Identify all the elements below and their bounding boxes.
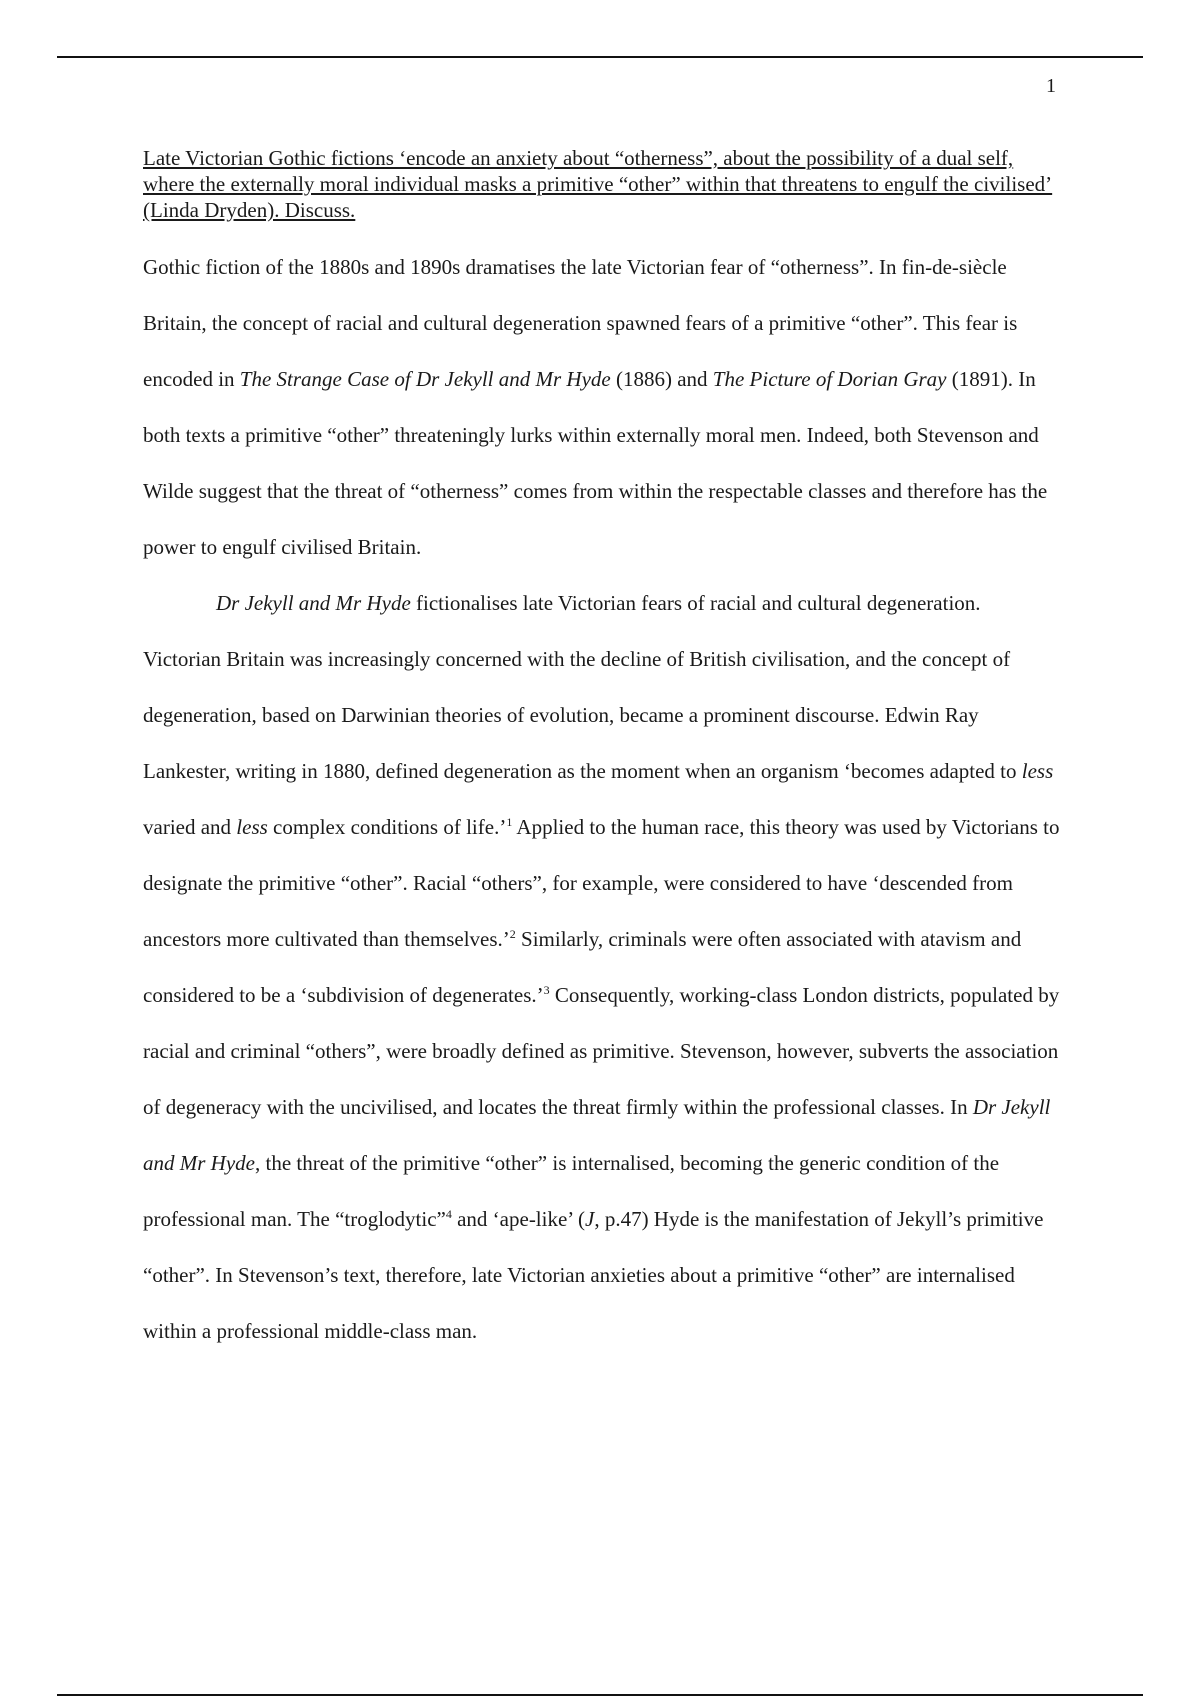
text-run: Gothic fiction of the 1880s and 1890s dramatises the late Victorian fear of “otherness”. In fin-de-siècle Britain, the concept of racial and cultural degeneration spawned fears of a primitive “other”. This fear is encoded in: [143, 255, 1018, 391]
emphasis: less: [1021, 759, 1054, 783]
book-title: The Picture of Dorian Gray: [712, 367, 947, 391]
text-run: varied and: [143, 815, 237, 839]
page-number: 1: [1046, 75, 1056, 97]
text-run: fictionalises late Victorian fears of racial and cultural degeneration. Victorian Britain was increasingly concerned with the decline of British civilisation, and the concept of degeneration, based on Darwinian theories of evolution, became a prominent discourse. Edwin Ray Lankester, writing in 1880, defined degeneration as the moment when an organism ‘becomes adapted to: [143, 591, 1022, 783]
text-run: Applied to the human race, this theory was used by Victorians to designate the primitive “other”. Racial “others”, for example, were considered to have ‘descended from ancestors more cultivated than themselves.’: [143, 815, 1060, 951]
emphasis: J: [584, 1207, 595, 1231]
footnote-ref-1: 1: [506, 815, 513, 829]
emphasis: less: [236, 815, 268, 839]
footnote-ref-4: 4: [445, 1207, 452, 1221]
book-title: The Strange Case of Dr Jekyll and Mr Hyde: [239, 367, 611, 391]
text-run: , p.47) Hyde is the manifestation of Jekyll’s primitive “other”. In Stevenson’s text, therefore, late Victorian anxieties about a primitive “other” are internalised within a professional middle-class man.: [143, 1207, 1044, 1343]
book-title: Dr Jekyll and Mr Hyde: [143, 1095, 1051, 1175]
text-run: complex conditions of life.’: [267, 815, 507, 839]
footnote-ref-2: 2: [509, 927, 516, 941]
text-run: Similarly, criminals were often associated with atavism and considered to be a ‘subdivision of degenerates.’: [143, 927, 1022, 1007]
essay-title: Late Victorian Gothic fictions ‘encode an anxiety about “otherness”, about the possibility of a dual self, where the externally moral individual masks a primitive “other” within that threatens to engulf the civilised’ (Linda Dryden). Discuss.: [143, 146, 1053, 222]
paragraph-2: [143, 575, 1063, 1359]
text-run: , the threat of the primitive “other” is internalised, becoming the generic condition of the professional man. The “troglodytic”: [143, 1151, 1000, 1231]
text-run: (1891). In both texts a primitive “other” threateningly lurks within externally moral men. Indeed, both Stevenson and Wilde suggest that the threat of “otherness” comes from within the respectable classes and therefore has the power to engulf civilised Britain.: [143, 367, 1048, 559]
document-body: [143, 145, 1063, 1359]
text-run: (1886) and: [610, 367, 713, 391]
footnote-ref-3: 3: [543, 983, 550, 997]
text-run: and ‘ape-like’ (: [451, 1207, 585, 1231]
paragraph-1: [143, 239, 1063, 575]
header-rule: [57, 56, 1143, 58]
text-run: Consequently, working-class London districts, populated by racial and criminal “others”, were broadly defined as primitive. Stevenson, however, subverts the association of degeneracy with the uncivilised, and locates the threat firmly within the professional classes. In: [143, 983, 1060, 1119]
book-title: Dr Jekyll and Mr Hyde: [216, 591, 411, 615]
footer-rule: [57, 1694, 1143, 1696]
